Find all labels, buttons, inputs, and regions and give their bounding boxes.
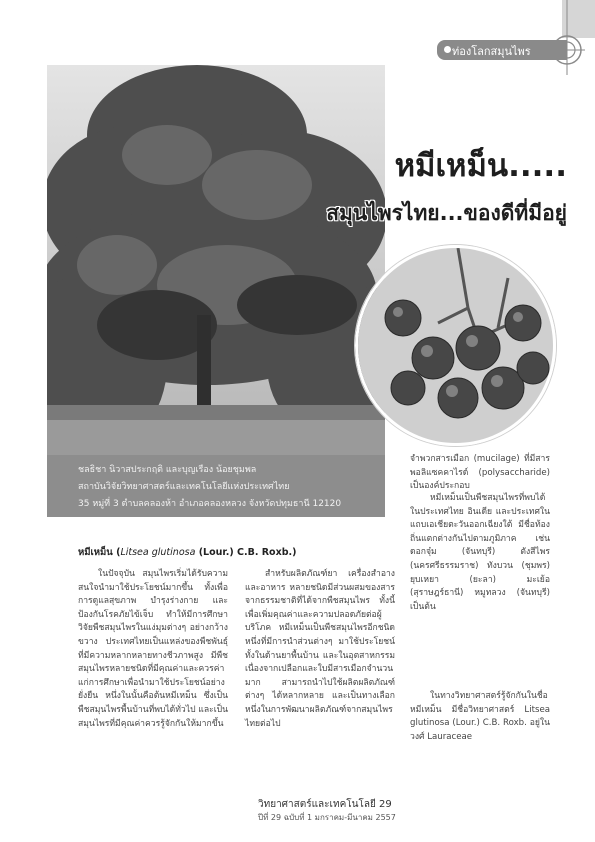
paragraph: จำพวกสารเมือก (mucilage) ที่มีสารพอลิแซคคาไรด์ (polysaccharide) เป็นองค์ประกอบ xyxy=(410,454,550,492)
body-column-right-top xyxy=(410,453,550,494)
article-subtitle: สมุนไพรไทย...ของดีที่มีอยู่ xyxy=(326,201,567,225)
heading-thai: หมีเหม็น xyxy=(78,547,113,558)
bullet-dot-icon xyxy=(444,46,451,53)
crosshair-target-icon xyxy=(545,0,585,75)
paragraph: หมีเหม็นเป็นพืชสมุนไพรที่พบได้ในประเทศไทย อินเดีย และประเทศในแถบเอเชียตะวันออกเฉียงใต้ มีชื่อท้องถิ่นแตกต่างกันไปตามภูมิภาค เช่น ดอกจุ๋ม (จันทบุรี) ตังสีไพร (นครศรีธรรมราช) ทังบวน (ชุมพร) ยุบเหยา (ยะลา) มะเย้อ (สุราษฎร์ธานี) หมูทลวง (จันทบุรี) เป็นต้น xyxy=(410,493,550,612)
paragraph: ในปัจจุบัน สมุนไพรเริ่มได้รับความสนใจนำมาใช้ประโยชน์มากขึ้น ทั้งเพื่อการดูแลสุขภาพ บำรุงร่างกาย และป้องกันโรคภัยไข้เจ็บ ทำให้มีการศึกษาวิจัยพืชสมุนไพรในแง่มุมต่างๆ อย่างกว้างขวาง ประเทศไทยเป็นแหล่งของพืชพันธุ์ที่มีความหลากหลายทางชีวภาพสูง มีพืชสมุนไพรหลายชนิดที่มีคุณค่าและควรค่าแก่การศึกษาเพื่อนำมาใช้ประโยชน์อย่างยั่งยืน หนึ่งในนั้นคือต้นหมีเหม็น ซึ่งเป็นพืชสมุนไพรพื้นบ้านที่พบได้ทั่วไป และเป็นสมุนไพรที่มีคุณค่าควรรู้จักกันให้มากขึ้น xyxy=(78,569,228,729)
body-column-middle xyxy=(245,568,395,731)
section-label: ท่องโลกสมุนไพร xyxy=(452,45,531,58)
section-heading: หมีเหม็น (Litsea glutinosa (Lour.) C.B. Roxb.) xyxy=(78,547,297,558)
body-column-right-mid xyxy=(410,492,550,614)
author-address: 35 หมู่ที่ 3 ตำบลคลองห้า อำเภอคลองหลวง จังหวัดปทุมธานี 12120 xyxy=(78,499,342,509)
heading-author: (Lour.) C.B. Roxb. xyxy=(198,547,293,558)
tree-photo xyxy=(47,65,385,455)
body-column-right-bottom xyxy=(410,690,550,744)
heading-latin: Litsea glutinosa xyxy=(120,547,196,558)
author-institution: สถาบันวิจัยวิทยาศาสตร์และเทคโนโลยีแห่งประเทศไทย xyxy=(78,482,290,492)
paragraph: สำหรับผลิตภัณฑ์ยา เครื่องสำอาง และอาหาร หลายชนิดมีส่วนผสมของสารจากธรรมชาติที่ได้จากพืชสมุนไพร ทั้งนี้เพื่อเพิ่มคุณค่าและความปลอดภัยต่อผู้บริโภค หมีเหม็นเป็นพืชสมุนไพรอีกชนิดหนึ่งที่มีการนำส่วนต่างๆ มาใช้ประโยชน์ทั้งในด้านยาพื้นบ้าน และในอุตสาหกรรม เนื่องจากเปลือกและใบมีสารเมือกจำนวนมาก สามารถนำไปใช้ผลิตผลิตภัณฑ์ต่างๆ ได้หลากหลาย และเป็นทางเลือกหนึ่งในการพัฒนาผลิตภัณฑ์จากสมุนไพรไทยต่อไป xyxy=(245,569,395,729)
author-names: ชลธิชา นิวาสประกฤติ และบุญเรือง น้อยชุมพล xyxy=(78,465,257,475)
body-column-left xyxy=(78,568,228,731)
footer-issue-info: ปีที่ 29 ฉบับที่ 1 มกราคม-มีนาคม 2557 xyxy=(258,813,396,822)
paragraph: ในทางวิทยาศาสตร์รู้จักกันในชื่อ หมีเหม็น มีชื่อวิทยาศาสตร์ Litsea glutinosa (Lour.) C.B. Roxb. อยู่ในวงศ์ Lauraceae xyxy=(410,691,550,742)
fruit-photo xyxy=(355,245,556,446)
article-title: หมีเหม็น..... xyxy=(394,148,567,184)
footer-magazine-title: วิทยาศาสตร์และเทคโนโลยี 29 xyxy=(258,799,392,810)
